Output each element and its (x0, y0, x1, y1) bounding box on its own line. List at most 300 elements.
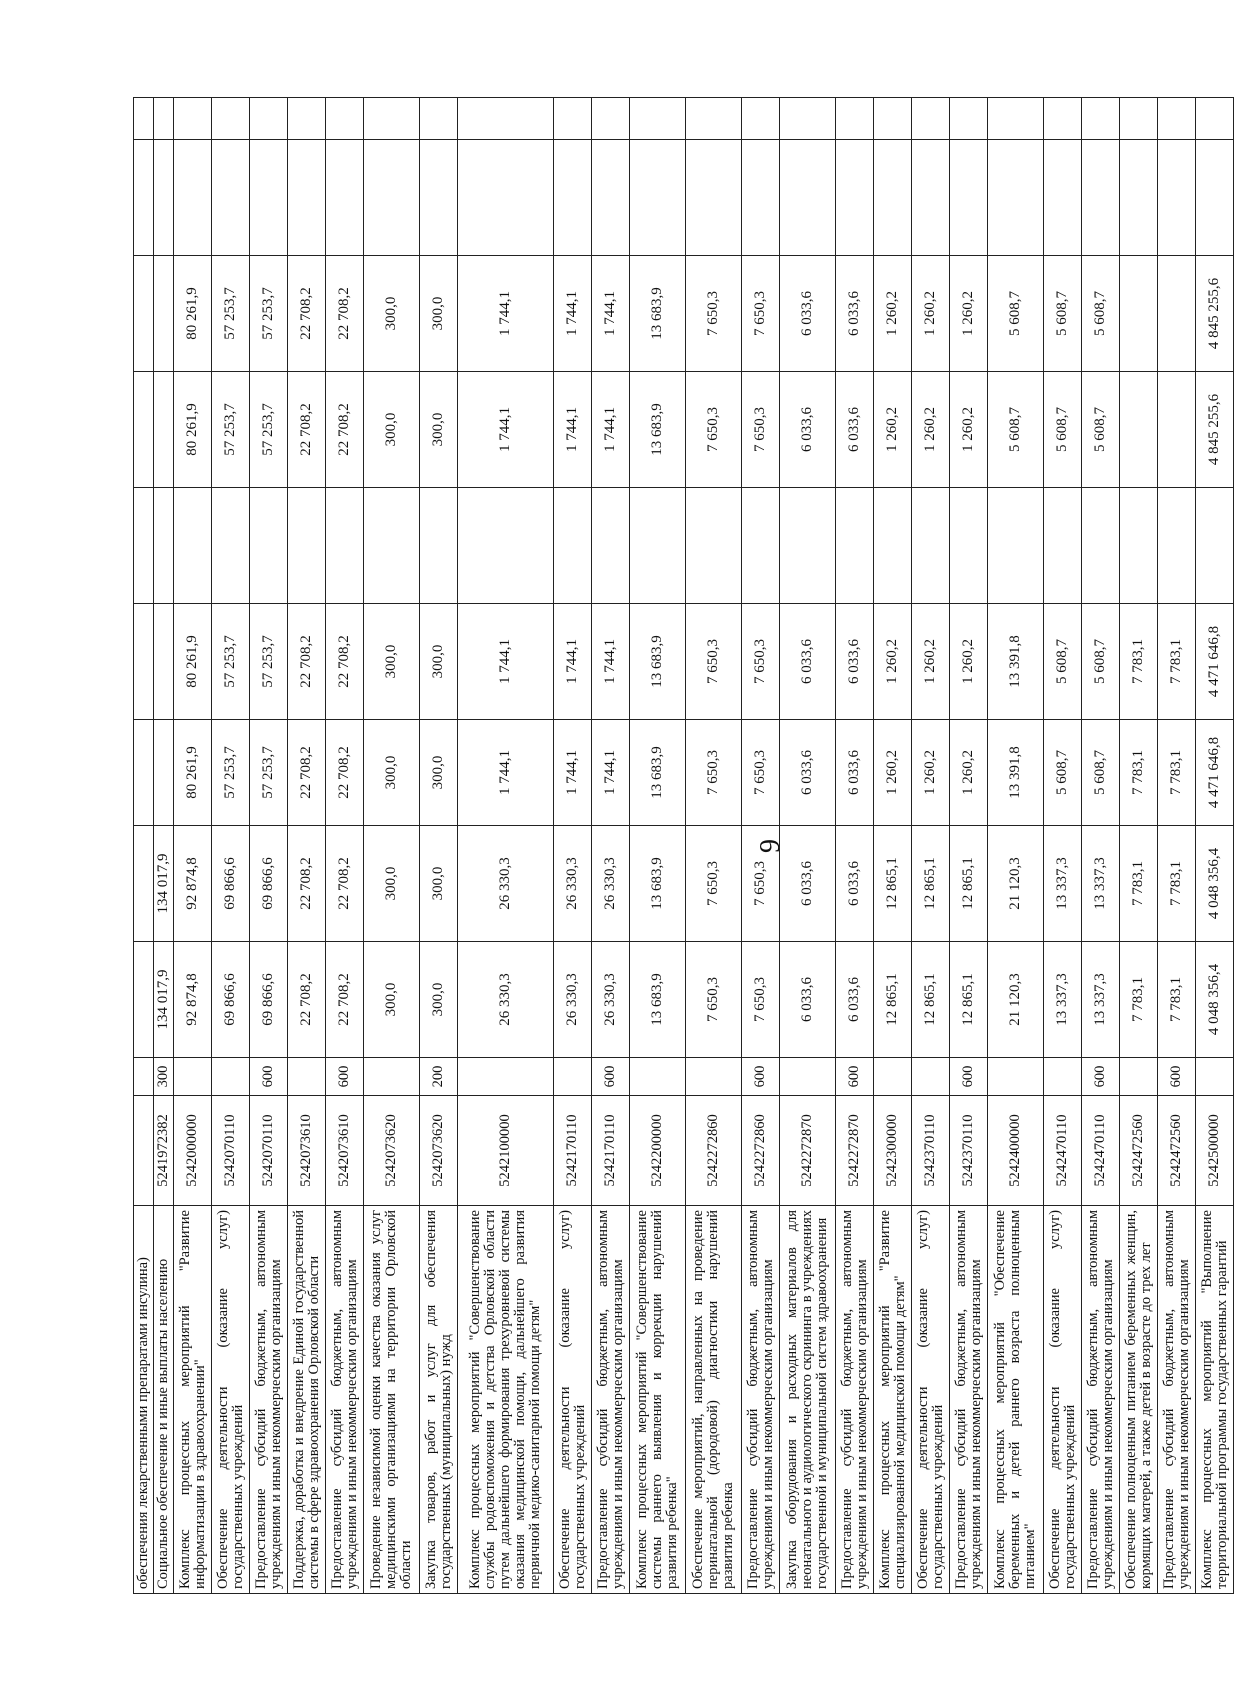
row-value-c7: 22 708,2 (288, 256, 326, 372)
row-value-c3 (154, 720, 174, 826)
row-value-c5 (250, 488, 288, 604)
row-value-c4: 5 608,7 (1044, 604, 1082, 720)
row-code: 5242070110 (212, 1096, 250, 1206)
row-value-c6: 6 033,6 (836, 372, 874, 488)
row-name: Обеспечение полноценным питанием беременных женщин, кормящих матерей, а также детей в возрасте до трех лет (1120, 1206, 1158, 1594)
row-value-c2: 22 708,2 (288, 826, 326, 942)
table-row (458, 98, 554, 1594)
page-number: 9 (755, 839, 786, 853)
table-row (1196, 98, 1234, 1594)
row-value-c4: 1 744,1 (554, 604, 592, 720)
row-value-c8 (364, 140, 420, 256)
row-value-c7: 57 253,7 (250, 256, 288, 372)
row-value-c2 (134, 826, 154, 942)
row-value-c4: 1 744,1 (458, 604, 554, 720)
row-value-c6: 22 708,2 (288, 372, 326, 488)
table-row (134, 98, 154, 1594)
row-expense-type (630, 1058, 686, 1096)
row-value-c2: 12 865,1 (950, 826, 988, 942)
row-value-c3: 7 650,3 (742, 720, 780, 826)
row-expense-type (780, 1058, 836, 1096)
row-value-c3: 22 708,2 (326, 720, 364, 826)
row-name: Комплекс процессных мероприятий "Развитие специализированной медицинской помощи детям" (874, 1206, 912, 1594)
row-name: Поддержка, доработка и внедрение Единой государственной системы в сфере здравоохранения Орловской области (288, 1206, 326, 1594)
row-value-c6: 57 253,7 (212, 372, 250, 488)
row-value-c6: 7 650,3 (742, 372, 780, 488)
row-expense-type (212, 1058, 250, 1096)
row-value-c2: 7 650,3 (742, 826, 780, 942)
row-expense-type (1120, 1058, 1158, 1096)
row-value-c7: 1 744,1 (458, 256, 554, 372)
row-value-c8 (212, 140, 250, 256)
row-name: Обеспечение деятельности (оказание услуг) государственных учреждений (912, 1206, 950, 1594)
row-expense-type (686, 1058, 742, 1096)
row-value-c6: 13 683,9 (630, 372, 686, 488)
row-empty-cell (686, 98, 742, 140)
row-value-c5 (1158, 488, 1196, 604)
row-value-c3: 5 608,7 (1044, 720, 1082, 826)
row-code: 5242370110 (950, 1096, 988, 1206)
row-value-c1: 22 708,2 (288, 942, 326, 1058)
row-name: Обеспечение деятельности (оказание услуг) государственных учреждений (554, 1206, 592, 1594)
row-empty-cell (154, 98, 174, 140)
row-name: Обеспечение деятельности (оказание услуг) государственных учреждений (1044, 1206, 1082, 1594)
row-value-c3: 300,0 (364, 720, 420, 826)
table-row (326, 98, 364, 1594)
table-row (154, 98, 174, 1594)
row-value-c1: 300,0 (420, 942, 458, 1058)
row-value-c4: 1 260,2 (874, 604, 912, 720)
row-value-c7: 80 261,9 (174, 256, 212, 372)
row-name: Закупка оборудования и расходных материалов для неонатального и аудиологического скрининга в учреждениях государственной и муниципальной систем здравоохранения (780, 1206, 836, 1594)
row-empty-cell (554, 98, 592, 140)
row-value-c5 (154, 488, 174, 604)
table-row (836, 98, 874, 1594)
row-code: 5242470110 (1082, 1096, 1120, 1206)
row-empty-cell (250, 98, 288, 140)
row-value-c7: 5 608,7 (988, 256, 1044, 372)
row-value-c3: 1 260,2 (950, 720, 988, 826)
row-empty-cell (950, 98, 988, 140)
row-value-c8 (1044, 140, 1082, 256)
row-value-c1: 13 683,9 (630, 942, 686, 1058)
row-value-c6: 300,0 (420, 372, 458, 488)
row-value-c5 (988, 488, 1044, 604)
row-value-c8 (742, 140, 780, 256)
row-value-c4: 6 033,6 (836, 604, 874, 720)
row-value-c7: 1 744,1 (554, 256, 592, 372)
row-value-c6: 1 260,2 (912, 372, 950, 488)
row-value-c7: 5 608,7 (1082, 256, 1120, 372)
row-value-c5 (950, 488, 988, 604)
row-value-c5 (686, 488, 742, 604)
table-row (630, 98, 686, 1594)
row-value-c5 (912, 488, 950, 604)
row-value-c8 (780, 140, 836, 256)
row-value-c1: 300,0 (364, 942, 420, 1058)
row-name: Предоставление субсидий бюджетным, автономным учреждениям и иным некоммерческим организациям (250, 1206, 288, 1594)
row-empty-cell (742, 98, 780, 140)
row-name: Комплекс процессных мероприятий "Совершенствование службы родовспоможения и детства Орловской области путем дальнейшего формирования трехуровневой системы оказания медицинской помощи, дальнейшего развития первичной медико-санитарной помощи детям" (458, 1206, 554, 1594)
row-value-c3: 1 744,1 (458, 720, 554, 826)
row-value-c5 (780, 488, 836, 604)
row-value-c4: 13 683,9 (630, 604, 686, 720)
row-value-c5 (420, 488, 458, 604)
row-value-c2: 69 866,6 (212, 826, 250, 942)
row-value-c5 (174, 488, 212, 604)
row-expense-type: 600 (250, 1058, 288, 1096)
row-value-c1: 7 650,3 (742, 942, 780, 1058)
row-value-c6: 80 261,9 (174, 372, 212, 488)
row-value-c3: 57 253,7 (250, 720, 288, 826)
row-empty-cell (1120, 98, 1158, 140)
row-empty-cell (1044, 98, 1082, 140)
row-value-c3: 1 260,2 (874, 720, 912, 826)
row-value-c1: 7 650,3 (686, 942, 742, 1058)
row-value-c1: 21 120,3 (988, 942, 1044, 1058)
row-value-c6: 1 260,2 (874, 372, 912, 488)
row-value-c4: 7 783,1 (1158, 604, 1196, 720)
row-value-c4 (154, 604, 174, 720)
row-value-c4: 300,0 (364, 604, 420, 720)
row-code: 5242272870 (836, 1096, 874, 1206)
row-name: Комплекс процессных мероприятий "Совершенствование системы раннего выявления и коррекции нарушений развития ребенка" (630, 1206, 686, 1594)
row-name: Закупка товаров, работ и услуг для обеспечения государственных (муниципальных) нужд (420, 1206, 458, 1594)
row-value-c1 (134, 942, 154, 1058)
table-row (950, 98, 988, 1594)
row-value-c5 (1196, 488, 1234, 604)
row-value-c7 (154, 256, 174, 372)
table-row (1158, 98, 1196, 1594)
row-value-c5 (1044, 488, 1082, 604)
row-value-c7: 57 253,7 (212, 256, 250, 372)
row-code: 5242170110 (592, 1096, 630, 1206)
row-value-c4: 22 708,2 (288, 604, 326, 720)
row-value-c7: 1 260,2 (912, 256, 950, 372)
row-value-c6: 1 744,1 (458, 372, 554, 488)
row-code: 5241972382 (154, 1096, 174, 1206)
row-value-c3: 7 650,3 (686, 720, 742, 826)
row-empty-cell (836, 98, 874, 140)
row-value-c6: 5 608,7 (1082, 372, 1120, 488)
row-name: Комплекс процессных мероприятий "Обеспечение беременных и детей раннего возраста полноценным питанием" (988, 1206, 1044, 1594)
row-value-c6 (154, 372, 174, 488)
row-code: 5242073610 (288, 1096, 326, 1206)
row-code: 5242200000 (630, 1096, 686, 1206)
table-row (742, 98, 780, 1594)
row-expense-type: 600 (592, 1058, 630, 1096)
row-expense-type (912, 1058, 950, 1096)
row-value-c1: 69 866,6 (212, 942, 250, 1058)
row-value-c3: 13 683,9 (630, 720, 686, 826)
row-code: 5242470110 (1044, 1096, 1082, 1206)
table-row (912, 98, 950, 1594)
row-value-c3: 1 744,1 (592, 720, 630, 826)
table-row (592, 98, 630, 1594)
row-value-c4: 4 471 646,8 (1196, 604, 1234, 720)
row-value-c2: 13 337,3 (1082, 826, 1120, 942)
row-value-c5 (326, 488, 364, 604)
row-value-c8 (154, 140, 174, 256)
row-value-c8 (630, 140, 686, 256)
row-value-c1: 12 865,1 (950, 942, 988, 1058)
row-expense-type: 600 (950, 1058, 988, 1096)
row-value-c2: 21 120,3 (988, 826, 1044, 942)
row-code: 5242070110 (250, 1096, 288, 1206)
table-row (1082, 98, 1120, 1594)
row-empty-cell (630, 98, 686, 140)
row-expense-type (1044, 1058, 1082, 1096)
row-code: 5242000000 (174, 1096, 212, 1206)
row-value-c5 (364, 488, 420, 604)
row-value-c7: 300,0 (420, 256, 458, 372)
row-empty-cell (1196, 98, 1234, 140)
row-value-c7: 300,0 (364, 256, 420, 372)
row-code: 5242073610 (326, 1096, 364, 1206)
row-value-c4: 1 260,2 (950, 604, 988, 720)
row-value-c7 (1120, 256, 1158, 372)
row-empty-cell (364, 98, 420, 140)
row-name: Обеспечение деятельности (оказание услуг) государственных учреждений (212, 1206, 250, 1594)
table-row (780, 98, 836, 1594)
row-value-c6: 5 608,7 (1044, 372, 1082, 488)
row-empty-cell (1158, 98, 1196, 140)
row-empty-cell (780, 98, 836, 140)
row-value-c5 (630, 488, 686, 604)
row-value-c2: 92 874,8 (174, 826, 212, 942)
table-row (420, 98, 458, 1594)
row-value-c6: 1 260,2 (950, 372, 988, 488)
row-value-c1: 26 330,3 (592, 942, 630, 1058)
row-value-c8 (420, 140, 458, 256)
row-empty-cell (874, 98, 912, 140)
row-value-c8 (134, 140, 154, 256)
row-value-c3: 6 033,6 (836, 720, 874, 826)
row-name: Предоставление субсидий бюджетным, автономным учреждениям и иным некоммерческим организациям (1082, 1206, 1120, 1594)
row-value-c2: 300,0 (420, 826, 458, 942)
row-value-c3: 13 391,8 (988, 720, 1044, 826)
row-value-c1: 92 874,8 (174, 942, 212, 1058)
row-value-c2: 7 783,1 (1158, 826, 1196, 942)
row-value-c5 (458, 488, 554, 604)
row-code: 5242370110 (912, 1096, 950, 1206)
row-value-c2: 12 865,1 (874, 826, 912, 942)
row-empty-cell (134, 98, 154, 140)
row-code: 5242073620 (420, 1096, 458, 1206)
row-value-c7: 1 744,1 (592, 256, 630, 372)
row-expense-type (134, 1058, 154, 1096)
row-value-c6: 57 253,7 (250, 372, 288, 488)
row-value-c6 (1158, 372, 1196, 488)
row-expense-type: 300 (154, 1058, 174, 1096)
row-value-c2: 134 017,9 (154, 826, 174, 942)
budget-table (133, 97, 1234, 1594)
row-expense-type (988, 1058, 1044, 1096)
row-empty-cell (1082, 98, 1120, 140)
table-row (686, 98, 742, 1594)
row-expense-type (458, 1058, 554, 1096)
row-value-c2: 26 330,3 (592, 826, 630, 942)
row-code: 5242472560 (1120, 1096, 1158, 1206)
row-value-c2: 300,0 (364, 826, 420, 942)
row-value-c8 (836, 140, 874, 256)
row-empty-cell (592, 98, 630, 140)
row-value-c7 (1158, 256, 1196, 372)
row-empty-cell (912, 98, 950, 140)
row-empty-cell (420, 98, 458, 140)
row-name: обеспечения лекарственными препаратами инсулина) (134, 1206, 154, 1594)
row-value-c5 (1120, 488, 1158, 604)
row-value-c8 (174, 140, 212, 256)
row-code: 5242472560 (1158, 1096, 1196, 1206)
row-value-c1: 7 783,1 (1120, 942, 1158, 1058)
row-value-c2: 26 330,3 (554, 826, 592, 942)
table-row (1120, 98, 1158, 1594)
table-row (288, 98, 326, 1594)
row-value-c3: 6 033,6 (780, 720, 836, 826)
row-value-c5 (288, 488, 326, 604)
row-value-c6: 300,0 (364, 372, 420, 488)
row-value-c5 (592, 488, 630, 604)
row-value-c3: 4 471 646,8 (1196, 720, 1234, 826)
row-value-c4: 5 608,7 (1082, 604, 1120, 720)
row-value-c1: 12 865,1 (912, 942, 950, 1058)
row-value-c4: 57 253,7 (212, 604, 250, 720)
budget-table-wrapper (133, 98, 1230, 1594)
row-value-c2: 7 650,3 (686, 826, 742, 942)
row-code: 5242100000 (458, 1096, 554, 1206)
row-value-c8 (1196, 140, 1234, 256)
table-row (174, 98, 212, 1594)
row-value-c7: 5 608,7 (1044, 256, 1082, 372)
row-value-c6 (134, 372, 154, 488)
row-value-c7: 4 845 255,6 (1196, 256, 1234, 372)
row-value-c3: 80 261,9 (174, 720, 212, 826)
row-value-c7: 13 683,9 (630, 256, 686, 372)
table-row (1044, 98, 1082, 1594)
row-value-c1: 12 865,1 (874, 942, 912, 1058)
row-empty-cell (326, 98, 364, 140)
row-name: Комплекс процессных мероприятий "Выполнение территориальной программы государственных гарантий (1196, 1206, 1234, 1594)
row-value-c7: 1 260,2 (950, 256, 988, 372)
row-value-c1: 26 330,3 (554, 942, 592, 1058)
row-value-c2: 6 033,6 (780, 826, 836, 942)
row-empty-cell (288, 98, 326, 140)
row-value-c1: 6 033,6 (836, 942, 874, 1058)
row-value-c3: 7 783,1 (1158, 720, 1196, 826)
row-code: 5242300000 (874, 1096, 912, 1206)
row-value-c3: 22 708,2 (288, 720, 326, 826)
row-code: 5242272870 (780, 1096, 836, 1206)
row-code: 5242400000 (988, 1096, 1044, 1206)
row-value-c2: 4 048 356,4 (1196, 826, 1234, 942)
row-value-c1: 69 866,6 (250, 942, 288, 1058)
row-expense-type: 600 (1158, 1058, 1196, 1096)
row-empty-cell (458, 98, 554, 140)
row-value-c1: 6 033,6 (780, 942, 836, 1058)
row-value-c1: 134 017,9 (154, 942, 174, 1058)
row-value-c8 (950, 140, 988, 256)
row-value-c8 (1120, 140, 1158, 256)
row-expense-type (174, 1058, 212, 1096)
row-value-c6: 1 744,1 (592, 372, 630, 488)
row-value-c2: 22 708,2 (326, 826, 364, 942)
row-value-c8 (288, 140, 326, 256)
row-value-c8 (988, 140, 1044, 256)
row-value-c2: 26 330,3 (458, 826, 554, 942)
row-expense-type: 200 (420, 1058, 458, 1096)
row-value-c3: 57 253,7 (212, 720, 250, 826)
row-value-c4: 7 783,1 (1120, 604, 1158, 720)
row-code: 5242073620 (364, 1096, 420, 1206)
row-code: 5242500000 (1196, 1096, 1234, 1206)
table-row (364, 98, 420, 1594)
row-value-c7: 1 260,2 (874, 256, 912, 372)
row-value-c8 (686, 140, 742, 256)
row-value-c6: 7 650,3 (686, 372, 742, 488)
row-value-c4: 1 744,1 (592, 604, 630, 720)
row-value-c1: 13 337,3 (1082, 942, 1120, 1058)
row-value-c5 (874, 488, 912, 604)
row-empty-cell (212, 98, 250, 140)
row-value-c2: 12 865,1 (912, 826, 950, 942)
row-value-c4: 22 708,2 (326, 604, 364, 720)
row-value-c8 (554, 140, 592, 256)
row-value-c4 (134, 604, 154, 720)
row-value-c2: 13 337,3 (1044, 826, 1082, 942)
row-value-c8 (250, 140, 288, 256)
row-code (134, 1096, 154, 1206)
row-value-c2: 13 683,9 (630, 826, 686, 942)
table-row (988, 98, 1044, 1594)
row-value-c2: 69 866,6 (250, 826, 288, 942)
row-value-c5 (742, 488, 780, 604)
row-code: 5242170110 (554, 1096, 592, 1206)
row-value-c2: 6 033,6 (836, 826, 874, 942)
row-value-c8 (592, 140, 630, 256)
row-value-c6: 6 033,6 (780, 372, 836, 488)
row-expense-type (874, 1058, 912, 1096)
row-value-c1: 7 783,1 (1158, 942, 1196, 1058)
table-row (212, 98, 250, 1594)
row-value-c7 (134, 256, 154, 372)
row-expense-type (364, 1058, 420, 1096)
row-value-c8 (1082, 140, 1120, 256)
row-name: Предоставление субсидий бюджетным, автономным учреждениям и иным некоммерческим организациям (836, 1206, 874, 1594)
row-expense-type: 600 (836, 1058, 874, 1096)
row-value-c4: 300,0 (420, 604, 458, 720)
row-code: 5242272860 (742, 1096, 780, 1206)
row-value-c6 (1120, 372, 1158, 488)
row-value-c1: 4 048 356,4 (1196, 942, 1234, 1058)
table-row (250, 98, 288, 1594)
row-value-c3 (134, 720, 154, 826)
row-value-c3: 7 783,1 (1120, 720, 1158, 826)
row-value-c3: 300,0 (420, 720, 458, 826)
row-name: Предоставление субсидий бюджетным, автономным учреждениям и иным некоммерческим организациям (326, 1206, 364, 1594)
row-value-c1: 22 708,2 (326, 942, 364, 1058)
row-expense-type: 600 (742, 1058, 780, 1096)
row-code: 5242272860 (686, 1096, 742, 1206)
row-value-c5 (212, 488, 250, 604)
row-value-c8 (912, 140, 950, 256)
row-value-c4: 7 650,3 (686, 604, 742, 720)
row-value-c3: 1 260,2 (912, 720, 950, 826)
row-value-c7: 6 033,6 (780, 256, 836, 372)
row-value-c5 (554, 488, 592, 604)
row-value-c6: 22 708,2 (326, 372, 364, 488)
row-value-c5 (836, 488, 874, 604)
